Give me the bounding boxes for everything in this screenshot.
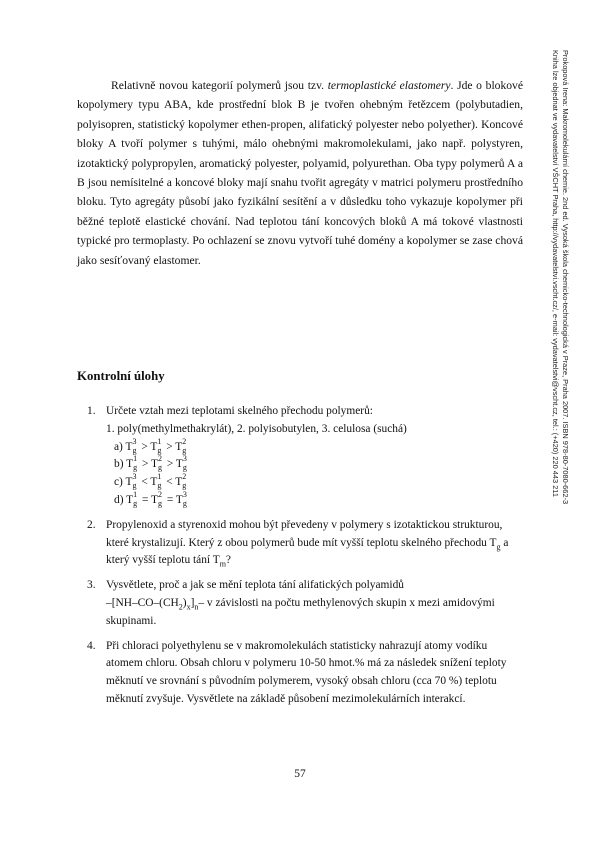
task-2 [77,517,523,570]
task-text: Při chloraci polyethylenu se v makromolekulách statisticky nahrazují atomy vodíku atomem chloru. Obsah chloru v polymeru 10-50 hmot.% má za následek snížení teploty měknutí ve srovnání s původním polymerem, vysoký obsah chloru (cca 70 %) teplotu měknutí zvyšuje. Vysvětlete na základě působení mezimolekulárních interakcí. [106,639,507,705]
task-option: b) T 1 g > T 2 g > T 3 g [114,454,187,473]
task-1 [77,403,523,510]
task-number: 2. [87,518,96,531]
task-text: Propylenoxid a styrenoxid mohou být převedeny v polymery s izotaktickou strukturou, které krystalizují. Který z obou polymerů bude mít vyšší teplotu skelného přechodu $T_g$ a který vyšší teplotu tání $T_m$? [106,518,509,569]
task-number: 3. [87,579,96,592]
task-option: d) T 1 g = T 2 g = T 3 g [114,489,187,508]
task-options [106,436,523,510]
task-option: a) T 3 g > T 1 g > T 2 g [114,436,187,455]
task-number: 4. [87,639,96,652]
page-number: 57 [294,768,306,780]
paragraph-text-rest: . Jde o blokové kopolymery typu ABA, kde prostřední blok B je tvořen ohebným řetězcem (polybutadien, polyisopren, statistický kopolymer ethen-propen, alifatický polyester nebo polyether). Koncové bloky A tvoří polymer s tuhými, málo ohebnými makromolekulami, jako např. polystyren, izotaktický polypropylen, aromatický polyester, polyamid, polyurethan. Oba typy polymerů A a B jsou nemísitelné a koncové bloky mají snahu tvořit agregáty v matrici polymeru prostředního bloku. Tyto agregáty působí jako fyzikální sesítění a v důsledku toho vykazuje kopolymer při běžné teplotě elastické chování. Nad teplotou tání koncových bloků A má tokové vlastnosti typické pro termoplasty. Po ochlazení se znovu vytvoří tuhé domény a kopolymer se zase chová jako sesíťovaný elastomer. [77,79,524,267]
side-citation [550,50,570,570]
task-text: Určete vztah mezi teplotami skelného přechodu polymerů: [106,405,373,417]
task-subtext: 1. poly(methylmethakrylát), 2. polyisobutylen, 3. celulosa (suchá) [106,422,407,435]
task-formula-line: $-[NH-CO-(CH_2)_x]_n-$ v závislosti na počtu methylenových skupin x mezi amidovými skupinami. [106,596,495,627]
task-option: c) T 3 g < T 1 g < T 2 g [114,472,187,491]
paragraph-term: termoplastické elastomery [327,79,451,92]
task-number: 1. [87,405,96,417]
paragraph-text: Relativně novou kategorií polymerů jsou tzv. [111,79,328,92]
section-heading: Kontrolní úlohy [77,369,165,383]
intro-paragraph [77,76,523,270]
task-3 [77,577,523,630]
task-4 [77,638,523,709]
citation-line: Prokopová Irena: Makromolekulární chemie. 2nd ed. Vysoká škola chemicko-technologická v Praze, Praha 2007. ISBN 978-80-7080-662-3 [561,50,570,505]
task-text: Vysvětlete, proč a jak se mění teplota tání alifatických polyamidů [106,579,404,592]
task-list [77,403,523,716]
order-info-line: Kniha lze objednat ve vydavatelství VŠCHT Praha, http://vydavatelstvi.vscht.cz/, e-mail: vydavatelstvi@vscht.cz, tel.: (+420) 220 443 211 [551,50,560,497]
